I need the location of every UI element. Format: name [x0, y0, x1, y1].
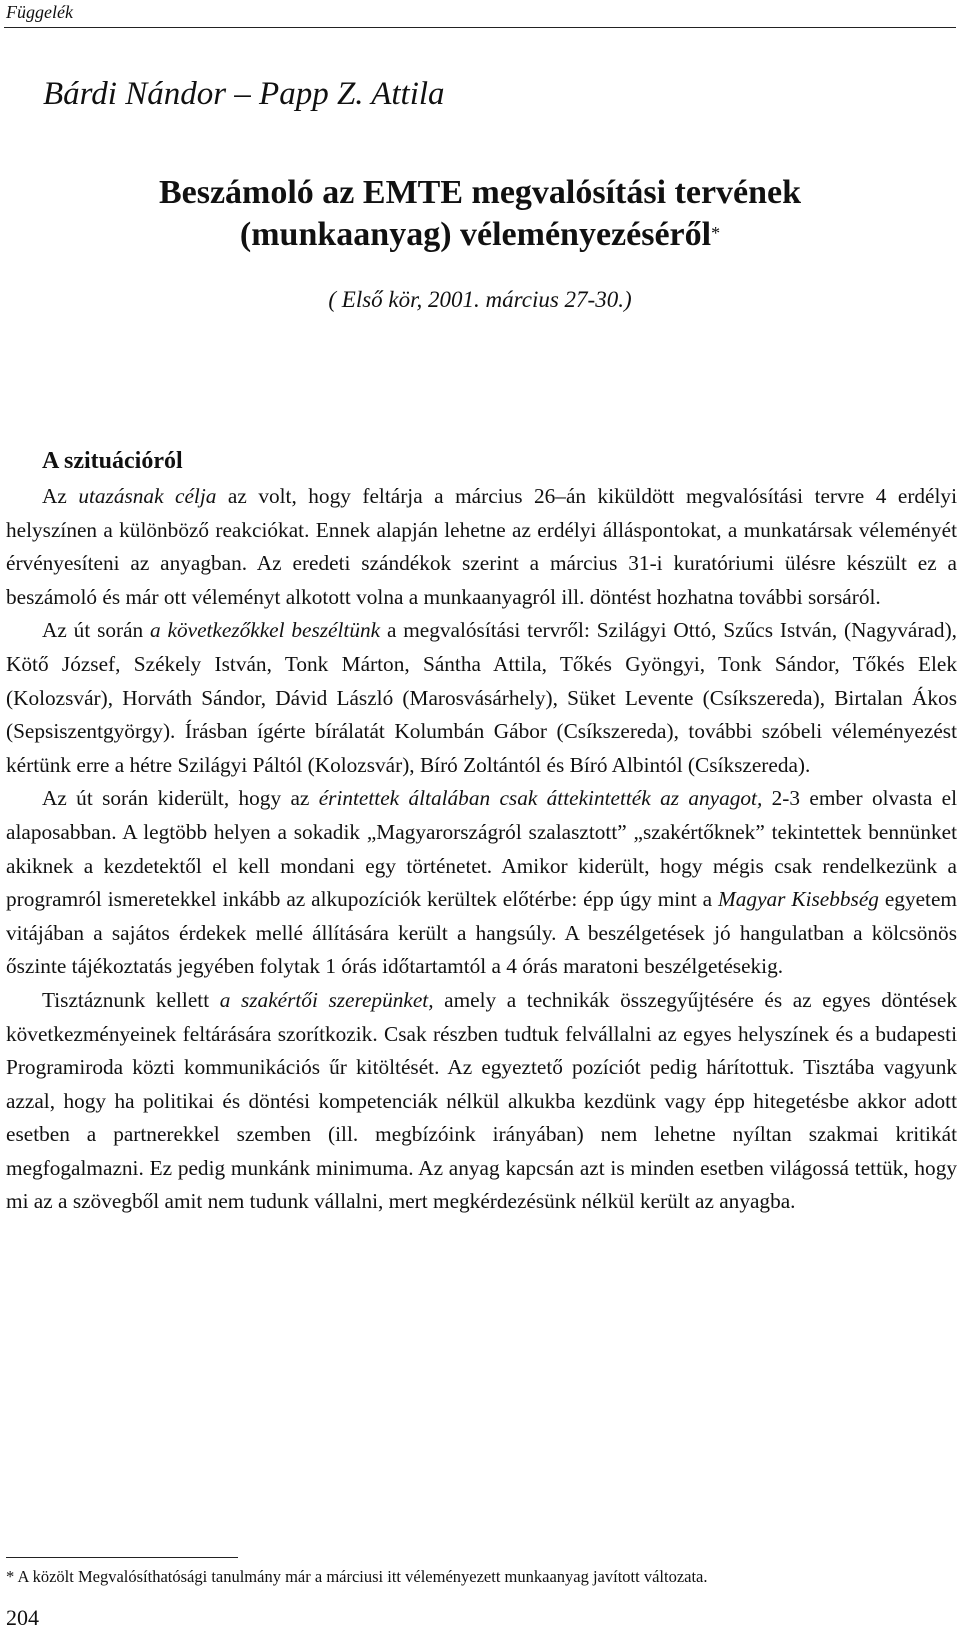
paragraph-1-text: az volt, hogy feltárja a március 26–án kiküldött megvalósítási tervre 4 erdélyi helyszínen a különböző reakciókat. Ennek alapján lehetne az erdélyi álláspontokat, a munkatársak véleményét érvényesíteni az anyagban. Az eredeti szándékok szerint a március 31-i kuratóriumi ülésre készült ez a beszámoló és már ott véleményt alkotott volna a munkaanyagról ill. döntést hozhatna további sorsáról. [6, 484, 957, 609]
subtitle: ( Első kör, 2001. március 27-30.) [328, 287, 632, 312]
running-head: Függelék [6, 2, 73, 22]
section-title: A szituációról [42, 448, 183, 474]
title-line-1: Beszámoló az EMTE megvalósítási tervének [158, 174, 802, 211]
article-body [6, 446, 957, 1219]
header-rule [4, 27, 956, 28]
paragraph-3-text: egyetem vitájában a sajátos érdekek mellé állítására került a hangsúly. A beszélgetések jó hangulatban a kölcsönös őszinte tájékoztatás jegyében folytak 1 órás időtartamtól a 4 órás maratoni beszélgetésekig. [6, 887, 957, 979]
article-title [0, 172, 960, 256]
paragraph-4-emphasis: a szakértői szerepünket, [219, 987, 434, 1012]
paragraph-2 [6, 614, 957, 782]
footnote-rule [6, 1557, 238, 1558]
paragraph-2-emphasis: a következőkkel beszéltünk [150, 618, 381, 643]
paragraph-1-emphasis: utazásnak célja [78, 484, 217, 508]
paragraph-2-pre: Az út során [42, 618, 151, 643]
footnote: * A közölt Megvalósíthatósági tanulmány már a márciusi itt véleményezett munkaanyag javított változata. [6, 1567, 708, 1586]
paragraph-3-emphasis-2: Magyar Kisebbség [718, 887, 879, 912]
paragraph-1 [6, 480, 957, 614]
title-line-2 [0, 214, 960, 256]
paragraph-3 [6, 782, 957, 984]
paragraph-3-emphasis: érintettek általában csak áttekintették az anyagot, [318, 786, 763, 811]
paragraph-2-text: a megvalósítási tervről: Szilágyi Ottó, Szűcs István, (Nagyvárad), Kötő József, Székely István, Tonk Márton, Sántha Attila, Tőkés Gyöngyi, Tonk Sándor, Tőkés Elek (Kolozsvár), Horváth Sándor, Dávid László (Marosvásárhely), Süket Levente (Csíkszereda), Birtalan Ákos (Sepsiszentgyörgy). Írásban ígérte bírálatát Kolumbán Gábor (Csíkszereda), további szóbeli véleményezést kértünk erre a hétre Szilágyi Páltól (Kolozsvár), Bíró Zoltántól és Bíró Albintól (Csíkszereda). [6, 618, 957, 777]
paragraph-4 [6, 984, 957, 1219]
paragraph-3-pre: Az út során kiderült, hogy az [42, 786, 319, 811]
page-number: 204 [6, 1605, 39, 1630]
authors: Bárdi Nándor – Papp Z. Attila [43, 76, 445, 112]
title-line-2-text: (munkaanyag) véleményezéséről [239, 216, 712, 253]
paragraph-3-mid: 2-3 ember olvasta el alaposabban. A legtöbb helyen a sokadik „Magyarországról szalasztott” „szakértőknek” tekintettek bennünket akiknek a kezdetektől el kell mondani egy történetet. Amikor kiderült, hogy mégis csak rendelkezünk a programról ismeretekkel inkább az alkupozíciók kerültek előtérbe: épp úgy mint a [6, 786, 957, 912]
paragraph-1-pre: Az [42, 484, 79, 508]
footnote-marker: * [711, 223, 721, 243]
paragraph-4-pre: Tisztáznunk kellett [42, 987, 220, 1012]
paragraph-4-text: amely a technikák összegyűjtésére és az egyes döntések következményeinek feltárására szorítkozik. Csak részben tudtuk felvállalni az egyes helyszínek és a budapesti Programiroda közti kommunikációs űr kitöltését. Az egyeztető pozíciót pedig hárítottuk. Tisztába vagyunk azzal, hogy ha politikai és döntési kompetenciák nélkül alkukba kezdünk vagy épp hitegetésbe akkor adott esetben a partnerekkel szemben (ill. megbízóink irányában) nem lehetne nyíltan szakmai kritikát megfogalmazni. Ez pedig munkánk minimuma. Az anyag kapcsán azt is minden esetben világossá tettük, hogy mi az a szövegből amit nem tudunk vállalni, mert megkérdezésünk nélkül került az anyagba. [6, 987, 957, 1214]
